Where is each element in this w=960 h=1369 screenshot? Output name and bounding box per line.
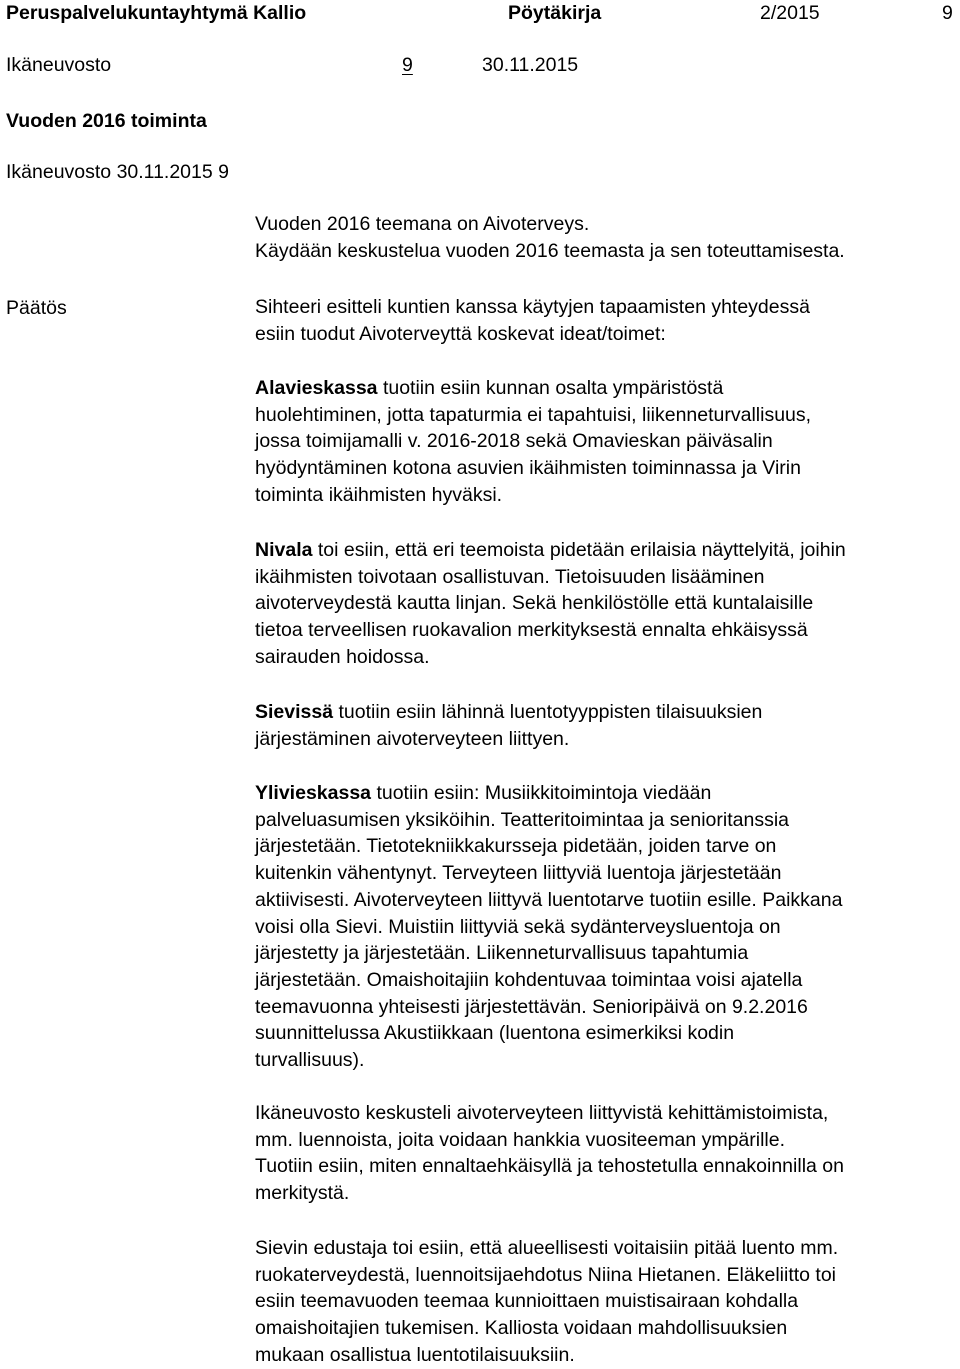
paragraph-alavieska (255, 375, 960, 509)
paragraph-line: mm. luennoista, joita voidaan hankkia vuositeeman ympärille. (255, 1128, 786, 1151)
paragraph-line: tuotiin esiin: Musiikkitoimintoja viedään (371, 782, 712, 804)
intro-text (255, 211, 845, 264)
paragraph-line: järjestetään. Omaishoitajiin kohdentuvaa toimintaa voisi ajatella (255, 968, 803, 991)
paragraph-line: jossa toimijamalli v. 2016-2018 sekä Omavieskan päiväsalin (255, 430, 773, 453)
paragraph-line: suunnittelussa Akustiikkaan (luentona esimerkiksi kodin (255, 1022, 735, 1045)
paragraph-line: hyödyntäminen kotona asuvien ikäihmisten toiminnassa ja Virin (255, 457, 801, 480)
agenda-item-reference: Ikäneuvosto 30.11.2015 9 (6, 161, 229, 183)
paragraph-lead: Alavieskassa (255, 377, 378, 399)
document-number: 2/2015 (760, 2, 820, 24)
paragraph-line: tietoa terveellisen ruokavalion merkityksestä ennalta ehkäisyssä (255, 619, 808, 642)
paragraph-sievi-representative (255, 1235, 960, 1369)
paragraph-line: palveluasumisen yksiköihin. Teatteritoimintaa ja senioritanssia (255, 808, 789, 831)
paragraph-line: järjestäminen aivoterveyteen liittyen. (255, 727, 570, 750)
decision-line: esiin tuodut Aivoterveyttä koskevat ideat/toimet: (255, 322, 666, 345)
paragraph-line: mukaan osallistua luentotilaisuuksiin. (255, 1343, 575, 1366)
paragraph-line: Tuotiin esiin, miten ennaltaehkäisyllä ja tehostetulla ennakoinnilla on (255, 1155, 844, 1178)
paragraph-nivala (255, 537, 960, 671)
paragraph-line: toi esiin, että eri teemoista pidetään erilaisia näyttelyitä, joihin (312, 539, 846, 561)
paragraph-lead: Ylivieskassa (255, 782, 372, 804)
paragraph-line: Sievin edustaja toi esiin, että alueellisesti voitaisiin pitää luento mm. (255, 1237, 839, 1259)
meeting-date: 30.11.2015 (482, 54, 579, 76)
paragraph-sievi (255, 699, 960, 752)
organization-name: Peruspalvelukuntayhtymä Kallio (6, 2, 307, 24)
paragraph-line: Ikäneuvosto keskusteli aivoterveyteen liittyvistä kehittämistoimista, (255, 1102, 829, 1124)
paragraph-line: huolehtiminen, jotta tapaturmia ei tapahtuisi, liikenneturvallisuus, (255, 403, 812, 426)
meeting-body: Ikäneuvosto (6, 54, 112, 76)
paragraph-line: ikäihmisten toivotaan osallistuvan. Tietoisuuden lisääminen (255, 565, 765, 588)
paragraph-line: merkitystä. (255, 1182, 350, 1205)
decision-label: Päätös (6, 297, 67, 319)
paragraph-line: järjestetty ja järjestetään. Liikenneturvallisuus tapahtumia (255, 942, 749, 965)
document-type: Pöytäkirja (508, 2, 602, 24)
section-number: 9 (402, 54, 413, 76)
paragraph-discussion (255, 1100, 960, 1207)
paragraph-line: kuitenkin vähentynyt. Terveyteen liittyviä luentoja järjestetään (255, 862, 782, 885)
paragraph-line: omaishoitajien tukemisen. Kalliosta voidaan mahdollisuuksien (255, 1317, 788, 1340)
paragraph-line: toiminta ikäihmisten hyväksi. (255, 483, 503, 506)
paragraph-ylivieska (255, 780, 960, 1074)
paragraph-line: turvallisuus). (255, 1049, 365, 1072)
intro-line: Vuoden 2016 teemana on Aivoterveys. (255, 213, 590, 235)
paragraph-lead: Nivala (255, 539, 313, 561)
paragraph-line: ruokaterveydestä, luennoitsijaehdotus Niina Hietanen. Eläkeliitto toi (255, 1263, 837, 1286)
paragraph-line: tuotiin esiin kunnan osalta ympäristöstä (377, 377, 724, 399)
agenda-item-title: Vuoden 2016 toiminta (6, 110, 207, 132)
paragraph-line: tuotiin esiin lähinnä luentotyyppisten tilaisuuksien (333, 701, 763, 723)
intro-line: Käydään keskustelua vuoden 2016 teemasta ja sen toteuttamisesta. (255, 239, 845, 262)
paragraph-line: järjestetään. Tietotekniikkakursseja pidetään, joiden tarve on (255, 835, 777, 858)
page-number: 9 (942, 2, 953, 24)
paragraph-line: sairauden hoidossa. (255, 645, 430, 668)
paragraph-line: teemavuonna yhteisesti järjestettävän. Senioripäivä on 9.2.2016 (255, 995, 808, 1018)
paragraph-line: voisi olla Sievi. Muistiin liittyviä sekä sydänterveysluentoja on (255, 915, 781, 938)
paragraph-line: aktiivisesti. Aivoterveyteen liittyvä luentotarve tuotiin esille. Paikkana (255, 888, 843, 911)
paragraph-line: aivoterveydestä kautta linjan. Sekä henkilöstölle että kuntalaisille (255, 592, 814, 615)
decision-text (255, 294, 810, 347)
decision-line: Sihteeri esitteli kuntien kanssa käytyjen tapaamisten yhteydessä (255, 296, 810, 318)
paragraph-line: esiin teemavuoden teemaa kunnioittaen muistisairaan kohdalla (255, 1290, 799, 1313)
paragraph-lead: Sievissä (255, 701, 334, 723)
